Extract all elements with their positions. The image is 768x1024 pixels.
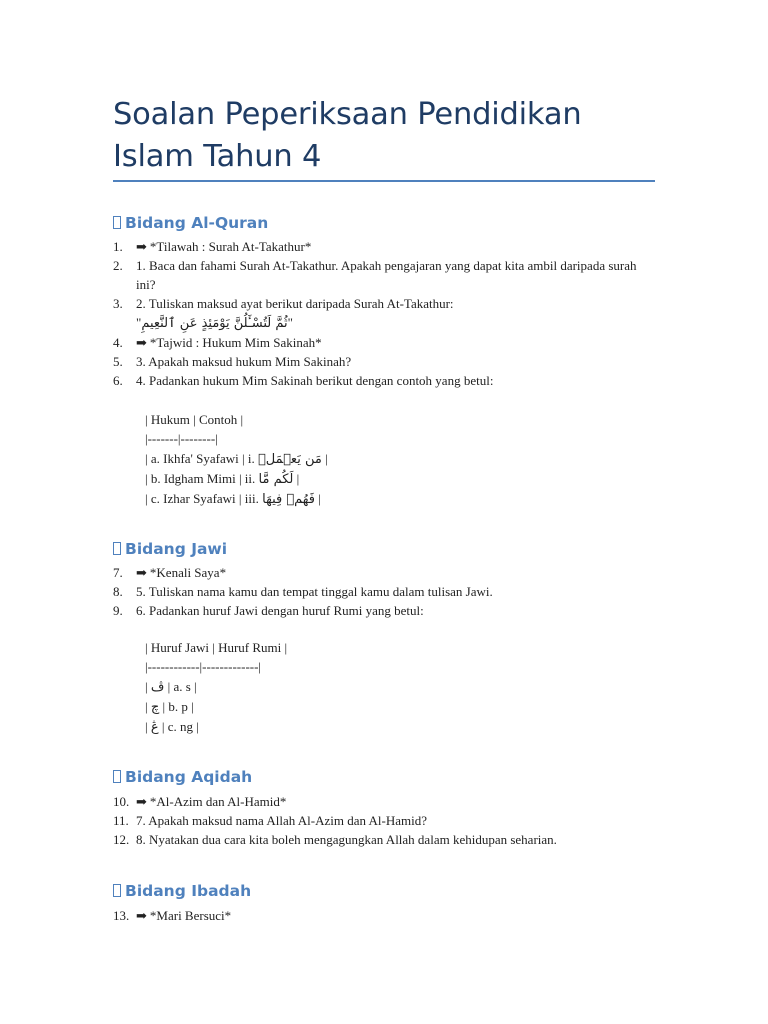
list-number: 2. <box>113 258 123 273</box>
question-list-aqidah <box>113 792 653 849</box>
table-cell-left: | <box>145 678 151 694</box>
table-cell-arabic: چ <box>150 699 160 715</box>
section-heading-ibadah <box>113 881 251 901</box>
table-divider: |------------|-------------| <box>145 659 262 675</box>
list-item <box>113 237 653 256</box>
list-item-text: 2. Tuliskan maksud ayat berikut daripada Surah At-Takathur: <box>136 296 454 311</box>
question-list-al-quran <box>113 237 653 390</box>
list-item-text: 8. Nyatakan dua cara kita boleh mengagungkan Allah dalam kehidupan seharian. <box>136 832 557 847</box>
list-item-text: *Tajwid : Hukum Mim Sakinah* <box>149 335 322 350</box>
list-item <box>113 601 653 620</box>
table-divider: |-------|--------| <box>145 431 218 447</box>
arrow-right-icon: ➡ <box>136 908 147 923</box>
list-item-text: 6. Padankan huruf Jawi dengan huruf Rumi yang betul: <box>136 603 424 618</box>
arabic-verse: ثُمَّ لَتُسْـَٔلُنَّ يَوْمَئِذٍ عَنِ ٱلنَّعِيمِ <box>141 316 288 331</box>
question-list-ibadah <box>113 906 653 925</box>
table-cell-right: | <box>321 450 328 466</box>
list-item-text: *Mari Bersuci* <box>149 908 232 923</box>
list-item <box>113 294 653 313</box>
table-cell-arabic: ڤ <box>150 679 165 695</box>
list-number: 13. <box>113 908 130 923</box>
arrow-right-icon: ➡ <box>136 794 147 809</box>
section-heading-jawi <box>113 539 227 559</box>
list-item-text: *Tilawah : Surah At-Takathur* <box>149 239 312 254</box>
table-cell-right: | b. p | <box>159 698 194 714</box>
table-cell-right: | <box>293 470 300 486</box>
table-cell-arabic: ڠ <box>150 720 159 736</box>
table-row <box>145 717 287 737</box>
table-row <box>145 677 287 697</box>
section-heading-al-quran <box>113 213 268 233</box>
list-item-text: *Kenali Saya* <box>149 565 227 580</box>
table-cell-left: | <box>145 719 151 735</box>
list-item-text: 3. Apakah maksud hukum Mim Sakinah? <box>136 354 352 369</box>
list-item <box>113 811 653 830</box>
table-cell-arabic: لَكُم مَّا <box>258 471 294 487</box>
list-item <box>113 352 653 371</box>
section-heading-text: Bidang Al-Quran <box>125 214 269 232</box>
markdown-table-hukum <box>145 410 328 509</box>
missing-glyph-icon <box>113 770 121 783</box>
table-cell-right: | <box>315 491 321 507</box>
arrow-right-icon: ➡ <box>136 239 147 254</box>
list-number: 11. <box>113 813 129 828</box>
list-item <box>113 563 653 582</box>
table-cell-arabic: مَن يَعۡمَلۡ <box>257 451 322 467</box>
table-row <box>145 469 328 489</box>
arrow-right-icon: ➡ <box>136 335 147 350</box>
list-number: 9. <box>113 603 123 618</box>
list-number: 10. <box>113 794 130 809</box>
list-number: 5. <box>113 354 123 369</box>
list-number: 8. <box>113 584 123 599</box>
table-cell-left: | b. Idgham Mimi | ii. <box>145 470 259 486</box>
list-item <box>113 371 653 390</box>
title-underline <box>113 180 655 182</box>
list-item-text: 7. Apakah maksud nama Allah Al-Azim dan Al-Hamid? <box>136 813 427 828</box>
list-item-text: 1. Baca dan fahami Surah At-Takathur. Apakah pengajaran yang dapat kita ambil daripada surah ini? <box>136 258 637 292</box>
table-row <box>145 489 328 509</box>
list-item <box>113 333 653 352</box>
table-row <box>145 697 287 717</box>
list-number: 1. <box>113 239 123 254</box>
list-item <box>113 830 653 849</box>
list-item <box>113 256 653 294</box>
table-cell-left: | <box>145 698 151 714</box>
section-heading-text: Bidang Ibadah <box>125 882 252 900</box>
list-number: 12. <box>113 832 130 847</box>
arrow-right-icon: ➡ <box>136 565 147 580</box>
list-number: 6. <box>113 373 123 388</box>
missing-glyph-icon <box>113 216 121 229</box>
markdown-table-huruf <box>145 638 287 737</box>
table-header: | Hukum | Contoh | <box>145 412 244 427</box>
arabic-verse-line: "ثُمَّ لَتُسْـَٔلُنَّ يَوْمَئِذٍ عَنِ ٱلنَّعِيمِ" <box>136 315 293 331</box>
table-cell-left: | c. Izhar Syafawi | iii. <box>145 491 263 507</box>
list-item-text: 5. Tuliskan nama kamu dan tempat tinggal kamu dalam tulisan Jawi. <box>136 584 493 599</box>
question-list-jawi <box>113 563 653 620</box>
table-cell-right: | a. s | <box>164 678 197 694</box>
list-number: 4. <box>113 335 123 350</box>
table-cell-left: | a. Ikhfa' Syafawi | i. <box>145 450 258 466</box>
list-item <box>113 906 653 925</box>
list-item-text: 4. Padankan hukum Mim Sakinah berikut dengan contoh yang betul: <box>136 373 494 388</box>
table-row <box>145 449 328 469</box>
section-heading-text: Bidang Jawi <box>125 540 228 558</box>
list-item-text: *Al-Azim dan Al-Hamid* <box>149 794 287 809</box>
document-title: Soalan Peperiksaan Pendidikan Islam Tahun 4 <box>113 97 582 174</box>
section-heading-aqidah <box>113 767 252 787</box>
list-item <box>113 792 653 811</box>
missing-glyph-icon <box>113 542 121 555</box>
section-heading-text: Bidang Aqidah <box>125 768 253 786</box>
table-cell-arabic: فَهُمۡ فِيهَا <box>262 492 315 508</box>
list-number: 3. <box>113 296 123 311</box>
table-cell-right: | c. ng | <box>158 719 199 735</box>
table-header: | Huruf Jawi | Huruf Rumi | <box>145 640 288 655</box>
missing-glyph-icon <box>113 884 121 897</box>
list-item <box>113 582 653 601</box>
list-number: 7. <box>113 565 123 580</box>
